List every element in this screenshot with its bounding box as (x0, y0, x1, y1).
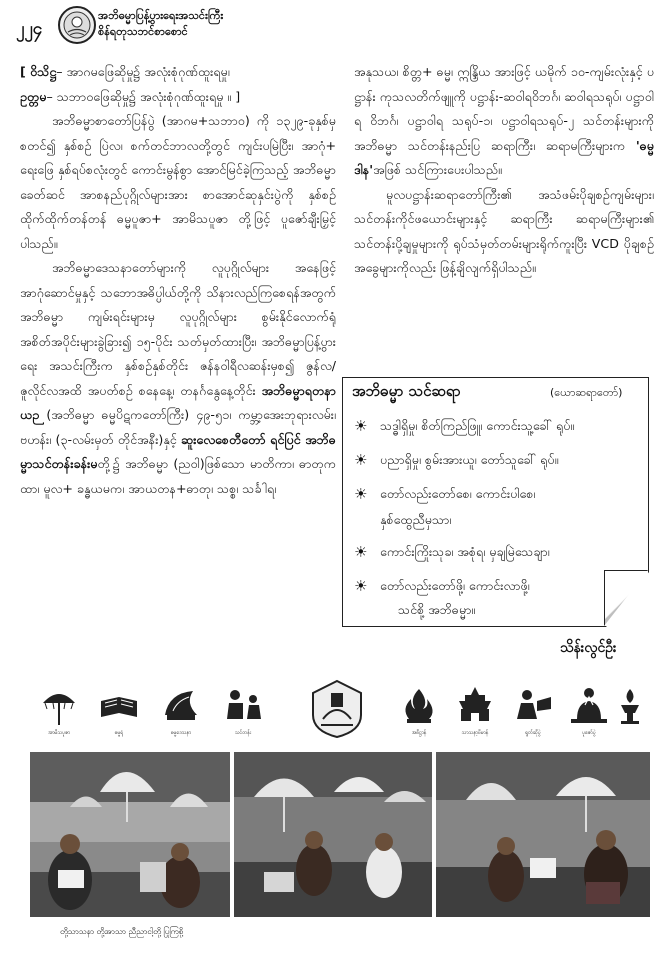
book-icon (90, 685, 148, 737)
fan-icon (152, 685, 210, 737)
emphasis-text: ဥတ္တမ (20, 88, 47, 104)
photo-caption: တို့သာသနာ တို့အာသာ ညီညာငါ့တို့ ပြုကြစို့ (60, 927, 183, 936)
bracket-note (20, 85, 336, 110)
lamp-icon (612, 685, 648, 727)
teacher-icon (214, 685, 272, 737)
body-text: အနုသယ၊ စိတ္တ+ ဓမ္မ၊ ဣန္ဒြိယ အားဖြင့် ယမိုက် ၁၀-ကျမ်းလုံးနှင့် ပဋ္ဌာန်း ကုသလတိက်ဖျူကို ပဋ္ဌာန်း-ဆဝါရဝိဘင်္ဂ၊ ဆဝါရသရုပ်၊ ပဋ္ဌာဝါရ ဝိဘင်္ဂ၊ ပဋ္ဌာဝါရ သရုပ်-၁၊ ပဋ္ဌာဝါရသရုပ်-၂ သင်တန်းများကို အဘိဓမ္မာ သင်တန်းနည်းပြ ဆရာကြီး၊ ဆရာမကြီးများက (354, 64, 654, 153)
worship-icon (560, 685, 618, 737)
paragraph (354, 183, 654, 281)
emphasis-text: အဘိဓမ္မာရတနာယဉ (20, 382, 336, 422)
icon-caption: သင်တန်း (234, 730, 252, 736)
organization-name: အဘိဓမ္မာပြန့်ပွားရေးအသင်းကြီး (98, 9, 224, 22)
verse-line: နှစ်ထွေညီမှသာ၊ (380, 512, 452, 527)
sun-bullet-icon: ☀ (354, 577, 368, 595)
flame-icon (390, 685, 448, 737)
body-text: – သဘာဝဖြေဆိုမှု၌ အလုံးစုံဂုဏ်ထူးရမှု ။ ] (46, 88, 241, 104)
icon-caption: အာမိသပူဇာ (47, 730, 71, 736)
publication-title: စိန်ရတုသဘင်စာစောင် (98, 25, 188, 38)
icon-caption: ဓမ္မရုံ (114, 730, 124, 736)
body-text: အဘိဓမ္မာဒေသနာတော်များကို လူပုဂ္ဂိုလ်များ အနေဖြင့် အာဂုံဆောင်မှုနှင့် သဘောအဓိပ္ပါယ်တို့ကို သိနားလည်ကြစေရန်အတွက် အဘိဓမ္မာ ကျမ်းရင်းများမှ လူပုဂ္ဂိုလ်များ စွမ်းနိုင်လောက်ရုံ အစိတ်အပိုင်းများခွဲခြား၍ ၁၅-ပိုင်း သတ်မှတ်ထားပြီး၊ အဘိဓမ္မာပြန့်ပွားရေး အသင်းကြီးက နှစ်စဉ်နှစ်တိုင်း ဇန်နဝါရီလဆန်းမှစ၍ ဇွန်လ/ဇူလိုင်လအထိ အပတ်စဉ် စနေနေ့၊ တနင်္ဂနွေနေ့တိုင်း (20, 260, 336, 398)
icon-caption: အဓိဋ္ဌာန် (411, 730, 427, 736)
class-photo-2 (234, 752, 432, 917)
emphasis-text: 'ဓမ္မဒါန' (354, 137, 654, 177)
sun-bullet-icon: ☀ (354, 543, 368, 561)
sun-bullet-icon: ☀ (354, 451, 368, 469)
emblem-icon (302, 679, 372, 739)
verse-title: အဘိဓမ္မာ သင်ဆရာ (352, 382, 461, 400)
umbrella-icon (30, 685, 88, 737)
icon-caption: ရွတ်ဆိုပွဲ (525, 730, 541, 736)
right-text-column (354, 60, 654, 281)
sun-bullet-icon: ☀ (354, 485, 368, 503)
author-name: သိန်းလွင်ဦး (560, 640, 617, 656)
bracket-note (20, 60, 336, 85)
emphasis-text: [ ဝိသိဋ္ဌ (20, 64, 57, 79)
left-text-column (20, 60, 336, 501)
verse-line: သင်စို့ အဘိဓမ္မာ။ (398, 602, 476, 617)
class-photo-3 (436, 752, 650, 917)
page-number: ၂၂၄ (16, 19, 43, 39)
body-text: မူလပဋ္ဌာန်းဆရာတော်ကြီး၏ အသံဖမ်းပိုချစဉ်ကျမ်းများ၊ သင်တန်းကိုင်ဖယောင်းများနှင့် ဆရာကြီး ဆရာမကြီးများ၏ သင်တန်းပို့ချမှုများကို ရုပ်သံမှတ်တမ်းများရိုက်ကူးပြီး VCD ပိုချစဉ် အခွေများကိုလည်း ဖြန့်ချိလျက်ရှိပါသည်။ (354, 186, 654, 275)
icon-caption: သာသနာ့ဗိမာန် (461, 730, 489, 736)
verse-line: တော်လည်းတော်စေ၊ ကောင်းပါစေ၊ (380, 486, 536, 501)
paragraph (20, 256, 336, 501)
icon-strip (30, 685, 650, 753)
verse-line: ကောင်းကြိုးသုခ၊ အစုံရ၊ မှချမြဲသေချာ၊ (380, 544, 550, 559)
icon-caption: ဓမ္မဒေသနာ (170, 730, 192, 736)
class-photo-1 (30, 752, 230, 917)
verse-title-note: (ယောဆရာတော်) (550, 386, 623, 399)
body-text: (အဘိဓမ္မာ ဓမ္မပိဋကတော်ကြီး) ၄၉-၅၁၊ ကမ္ဘာ့အေးဘုရားလမ်း၊ ဗဟန်း၊ (၃-လမ်းမှတ် တိုင်အနီး)နှင့် (20, 407, 336, 447)
recitation-icon (504, 685, 562, 737)
sun-bullet-icon: ☀ (354, 417, 368, 435)
paragraph (20, 109, 336, 256)
verse-line: သဒ္ဓါရှိမှု၊ စိတ်ကြည်ဖြူ၊ ကောင်းသူ့ခေါ် ရုပ်။ (380, 418, 575, 433)
body-text: – အာဂမဖြေဆိုမှု၌ အလုံးစုံဂုဏ်ထူးရမှု၊ (56, 64, 230, 79)
organization-emblem-icon (58, 6, 96, 44)
emphasis-text: ဆူးလေစေတီတော် ရင်ပြင် အဘိဓမ္မာသင်တန်းခန်းမ (20, 431, 336, 471)
verse-line: တော်လည်းတော်ဖို့၊ ကောင်းလာဖို့၊ (380, 578, 530, 593)
verse-line: ပညာရှိမှု၊ စွမ်းအားယူ၊ တော်သူခေါ် ရုပ်။ (380, 452, 559, 467)
body-text: တို့၌ အဘိဓမ္မာ (ညဝါ)ဖြစ်သော မာတိကာ၊ ဓာတုကထာ၊ မူလ+ ခန္ဓယမက၊ အာယတန+ဓာတု၊ သစ္စ၊ သင်္ခါရ၊ (20, 456, 336, 496)
body-text: အဖြစ် သင်ကြားပေးပါသည်။ (373, 162, 502, 177)
icon-caption: ပူဇော်ပွဲ (582, 730, 596, 736)
pagoda-icon (446, 685, 504, 737)
paragraph (354, 60, 654, 183)
body-text: အဘိဓမ္မာစာတော်ပြန်ပွဲ (အာဂမ+သဘာဝ) ကို ၁၃၂၉-ခုနှစ်မှစတင်၍ နှစ်စဉ် ပြဲလ၊ စက်တင်ဘာလတို့တွင် ကျင်းပမြဲပြီး၊ အာဂုံ+ ရေးဖြေ နှစ်ရပ်စလုံးတွင် ကောင်းမွန်စွာ အောင်မြင်ခဲ့ကြသည့် အဘိဓမ္မာခေတ်ဆင် အာစနည်ပုဂ္ဂိုလ်များအား စာအောင်ဆုနှင်းပွဲကို နှစ်စဉ် ထိုက်ထိုက်တန်တန် ဓမ္မပူဇာ+ အာမိသပူဇာ တို့ဖြင့် ပူဇော်ချီးမြှင့်ပါသည်။ (20, 113, 336, 251)
